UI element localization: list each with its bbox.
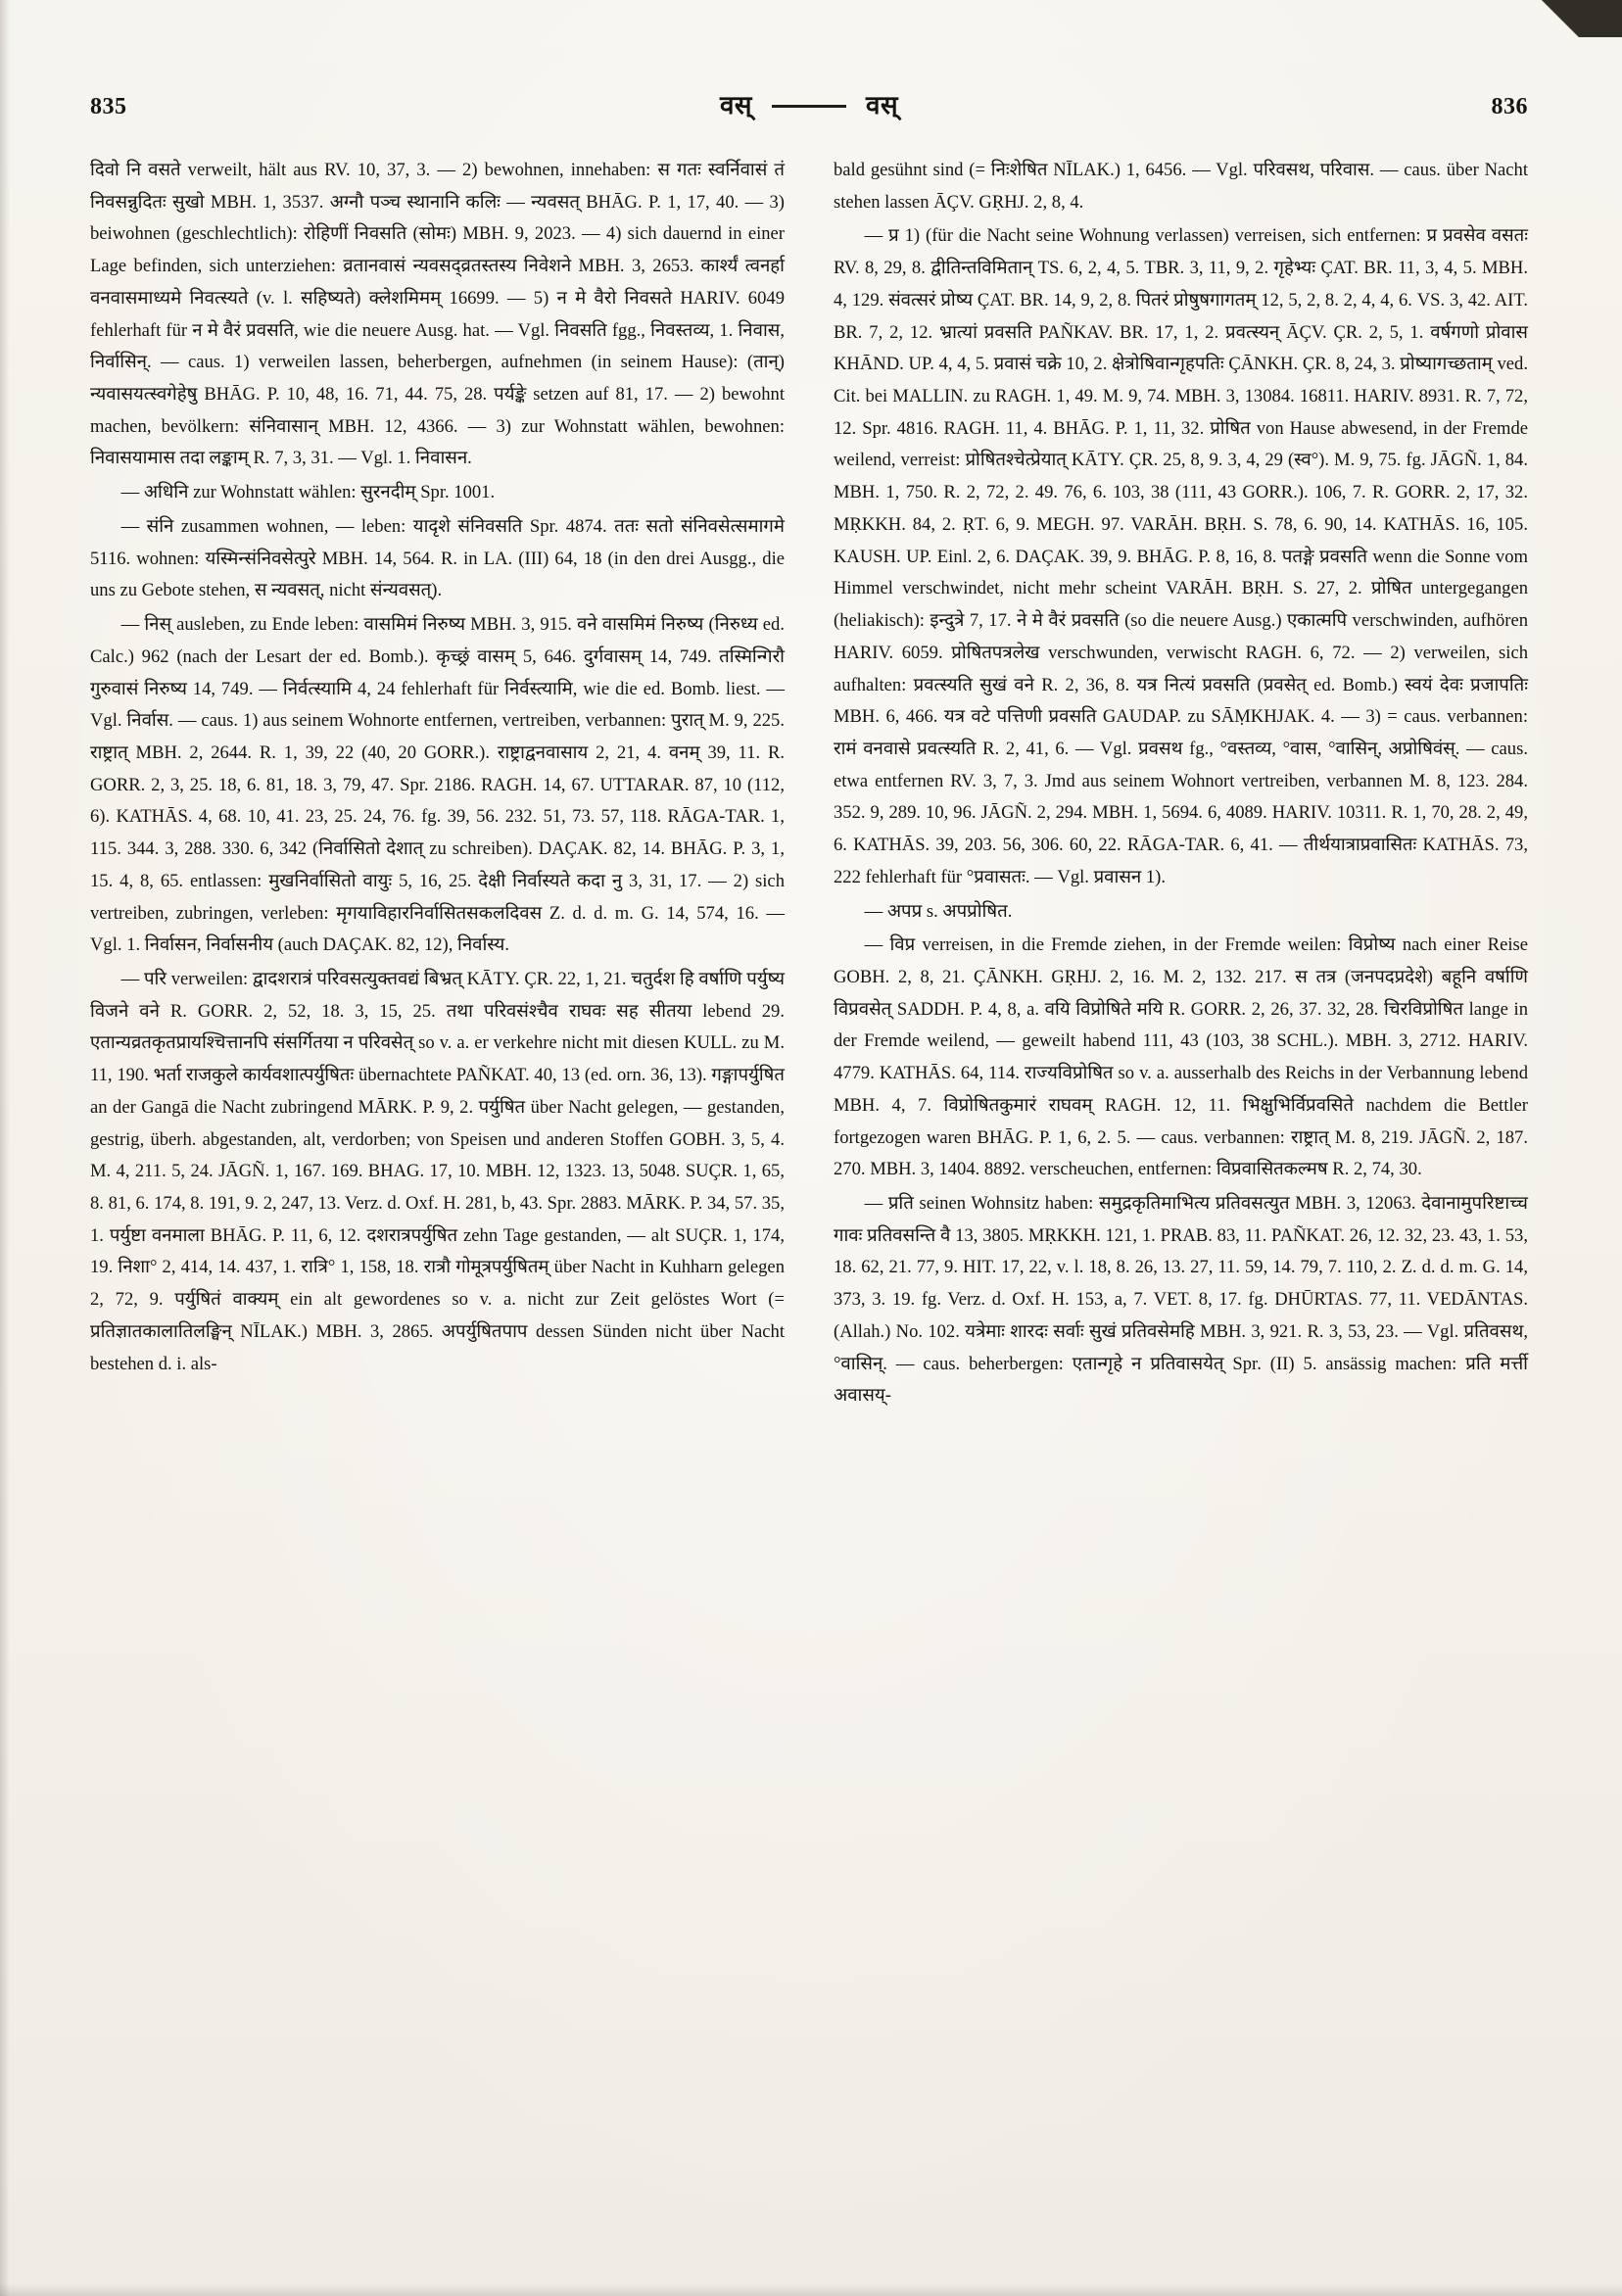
entry-paragraph: दिवो नि वसते verweilt, hält aus RV. 10, 37, 3. — 2) bewohnen, innehaben: स गतः स्वर्निवासं तं निवसन्नुदितः सुखो MBH. 1, 3537. अग्नौ पञ्च स्थानानि कलिः — न्यवसत् BHĀG. P. 1, 17, 40. — 3) beiwohnen (geschlechtlich): रोहिणीं निवसति (सोमः) MBH. 9, 2023. — 4) sich dauernd in einer Lage befinden, sich unterziehen: व्रतानवासं न्यवसद्व्रतस्तस्य निवेशने MBH. 3, 2653. कार्श्यं त्वनर्हा वनवासमाध्यमे निवत्स्यते (v. l. सहिष्यते) क्लेशमिमम् 16699. — 5) न मे वैरो निवसते HARIV. 6049 fehlerhaft für न मे वैरं प्रवसति, wie die neuere Ausg. hat. — Vgl. निवसति fgg., निवस्तव्य, 1. निवास, निर्वासिन्. — caus. 1) verweilen lassen, beherbergen, aufnehmen (in seinem Hause): (तान्) न्यवासयत्स्वगेहेषु BHĀG. P. 10, 48, 16. 71, 44. 75, 28. पर्यङ्के setzen auf 81, 17. — 2) bewohnt machen, bevölkern: संनिवासान् MBH. 12, 4366. — 3) zur Wohnstatt wählen, bewohnen: निवासयामास तदा लङ्काम् R. 7, 3, 31. — Vgl. 1. निवासन. — [90, 160, 785, 469]
entry-paragraph: — विप्र verreisen, in die Fremde ziehen, in der Fremde weilen: विप्रोष्य nach einer Reise GOBH. 2, 8, 21. ÇĀNKH. GṚHJ. 2, 16. M. 2, 132. 217. स तत्र (जनपदप्रदेशे) बहूनि वर्षाणि विप्रवसेत् SADDH. P. 4, 8, a. वयि विप्रोषिते मयि R. GORR. 2, 26, 37. 32, 28. चिरविप्रोषित lange in der Fremde weilend, — geweilt habend 111, 43 (103, 38 SCHL.). MBH. 3, 2712. HARIV. 4779. KATHĀS. 64, 114. राज्यविप्रोषित so v. a. ausserhalb des Reichs in der Verbannung lebend MBH. 4, 7. विप्रोषितकुमारं राघवम् RAGH. 12, 11. भिक्षुभिर्विप्रवसिते nachdem die Bettler fortgezogen waren BHĀG. P. 1, 6, 2. 5. — caus. verbannen: राष्ट्रात् M. 8, 219. JĀGÑ. 2, 187. 270. MBH. 3, 1404. 8892. verscheuchen, entfernen: विप्रवासितकल्मष R. 2, 74, 30. — [834, 934, 1528, 1180]
entry-paragraph: — अधिनि zur Wohnstatt wählen: सुरनदीम् Spr. 1001. — [120, 482, 496, 503]
headword-left: वस् — [719, 91, 752, 120]
text-columns — [90, 155, 1528, 1414]
entry-paragraph: — प्रति seinen Wohnsitz haben: समुद्रकृतिमाभित्य प्रतिवसत्युत MBH. 3, 12063. देवानामुपरिष्टाच्च गावः प्रतिवसन्ति वै 13, 3805. MṚKKH. 121, 1. PRAB. 83, 11. PAÑKAT. 26, 12. 32, 23. 43, 1. 53, 18. 62, 21. 77, 9. HIT. 17, 22, v. l. 18, 8. 26, 13. 27, 11. 59, 14. 79, 7. 110, 2. Z. d. d. m. G. 14, 373, 3. 19. fg. Verz. d. Oxf. H. 153, a, 7. VET. 8, 17. fg. DHŪRTAS. 77, 11. VEDĀNTAS. (Allah.) No. 102. यत्रेमाः शारदः सर्वाः सुखं प्रतिवसेमहि MBH. 3, 921. R. 3, 53, 23. — Vgl. प्रतिवसथ, °वासिन्. — caus. beherbergen: एतान्गृहे न प्रतिवासयेत् Spr. (II) 5. ansässig machen: प्रति मर्त्ती अवासय्- — [834, 1193, 1528, 1407]
entry-paragraph: — संनि zusammen wohnen, — leben: यादृशे संनिवसति Spr. 4874. ततः सतो संनिवसेत्समागमे 5116. wohnen: यस्मिन्संनिवसेत्पुरे MBH. 14, 564. R. in LA. (III) 64, 18 (in den drei Ausgg., die uns zu Gebote stehen, स न्यवसत्, nicht संन्यवसत्). — [90, 515, 785, 601]
headword-divider-rule — [772, 105, 846, 108]
entry-paragraph: — परि verweilen: द्वादशरात्रं परिवसत्युक्तवद्यं बिभ्रत् KĀTY. ÇR. 22, 1, 21. चतुर्दश हि वर्षाणि पर्युष्य विजने वने R. GORR. 2, 52, 18. 3, 15, 25. तथा परिवसंश्चैव राघवः सह सीतया lebend 29. एतान्यव्रतकृतप्रायश्चित्तानपि संसर्गितया न परिवसेत् so v. a. er verkehre nicht mit diesen KULL. zu M. 11, 190. भर्ता राजकुले कार्यवशात्पर्युषितः übernachtete PAÑKAT. 40, 13 (ed. orn. 36, 13). गङ्गापर्युषित an der Gangā die Nacht zubringend MĀRK. P. 9, 2. पर्युषित über Nacht gelegen, — gestanden, gestrig, überh. abgestanden, alt, verdorben; von Speisen und anderen Stoffen GOBH. 3, 5, 4. M. 4, 211. 5, 24. JĀGÑ. 1, 167. 169. BHAG. 17, 10. MBH. 12, 1323. 13, 5048. SUÇR. 1, 65, 8. 81, 6. 174, 8. 191, 9. 2, 247, 13. Verz. d. Oxf. H. 281, b, 43. Spr. 2883. MĀRK. P. 34, 57. 35, 1. पर्युष्टा वनमाला BHĀG. P. 11, 6, 12. दशरात्रपर्युषित zehn Tage gestanden, — alt SUÇR. 1, 174, 19. निशा° 2, 414, 14. 437, 1. रात्रि° 1, 158, 18. रात्रौ गोमूत्रपर्युषितम् über Nacht in Kuhharn gelegen 2, 72, 9. पर्युषितं वाक्यम् ein alt gewordenes so v. a. nicht zur Zeit gelöstes Wort (= प्रतिज्ञातकालातिलङ्घिन् NĪLAK.) MBH. 3, 2865. अपर्युषितपाप dessen Sünden nicht über Nacht bestehen d. i. als- — [90, 968, 785, 1374]
entry-paragraph: — प्र 1) (für die Nacht seine Wohnung verlassen) verreisen, sich entfernen: प्र प्रवसेव वसतः RV. 8, 29, 8. द्वीतिन्तविमितान् TS. 6, 2, 4, 5. TBR. 3, 11, 9, 2. गृहेभ्यः ÇAT. BR. 11, 3, 4, 5. MBH. 4, 129. संवत्सरं प्रोष्य ÇAT. BR. 14, 9, 2, 8. पितरं प्रोषुषगागतम् 12, 5, 2, 8. 2, 4, 4, 6. VS. 3, 42. AIT. BR. 7, 2, 12. भ्रात्यां प्रवसति PAÑKAV. BR. 17, 1, 2. प्रवत्स्यन् ĀÇV. ÇR. 2, 5, 1. वर्षगणो प्रोवास KHĀND. UP. 4, 4, 5. प्रवासं चक्रे 10, 2. क्षेत्रोषिवान्गृहपतिः ÇĀNKH. ÇR. 8, 24, 3. प्रोष्यागच्छताम् ved. Cit. bei MALLIN. zu RAGH. 1, 49. M. 9, 74. MBH. 3, 13084. 16811. HARIV. 8931. R. 7, 72, 12. Spr. 4816. RAGH. 11, 4. BHĀG. P. 1, 11, 32. प्रोषित von Hause abwesend, in der Fremde weilend, verreist: प्रोषितश्चेत्प्रेयात् KĀTY. ÇR. 25, 8, 9. 3, 4, 29 (स्व°). M. 9, 75. fg. JĀGÑ. 1, 84. MBH. 1, 750. R. 2, 72, 2. 49. 76, 6. 103, 38 (111, 43 GORR.). 106, 7. R. GORR. 2, 17, 32. MṚKKH. 84, 2. ṚT. 6, 9. MEGH. 97. VARĀH. BṚH. S. 78, 6. 90, 14. KATHĀS. 16, 105. KAUSH. UP. Einl. 2, 6. DAÇAK. 39, 9. BHĀG. P. 8, 16, 8. पतङ्गे प्रवसति wenn die Sonne vom Himmel verschwindet, nicht mehr scheint VARĀH. BṚH. S. 27, 2. प्रोषित untergegangen (heliakisch): इन्दुत्रे 7, 17. ने मे वैरं प्रवसति (so die neuere Ausg.) एकात्मपि verschwinden, aufhören HARIV. 6059. प्रोषितपत्रलेख verschwunden, verwischt RAGH. 6, 72. — 2) verweilen, sich aufhalten: प्रवत्स्यति सुखं वने R. 2, 36, 8. यत्र नित्यं प्रवसति (प्रवसेत् ed. Bomb.) स्वयं देवः प्रजापतिः MBH. 6, 466. यत्र वटे पत्तिणी प्रवसति GAUDAP. zu SĀṂKHJAK. 4. — 3) = caus. verbannen: रामं वनवासे प्रवत्स्यति R. 2, 41, 6. — Vgl. प्रवसथ fg., °वस्तव्य, °वास, °वासिन्, अप्रोषिवंस्. — caus. etwa entfernen RV. 3, 7, 3. Jmd aus seinem Wohnort vertreiben, verbannen M. 8, 123. 284. 352. 9, 289. 10, 96. JĀGÑ. 2, 294. MBH. 1, 5694. 6, 4089. HARIV. 10311. R. 1, 70, 28. 2, 49, 6. KATHĀS. 39, 203. 56, 306. 60, 22. RĀGA-TAR. 6, 41. — तीर्थयात्राप्रवासितः KATHĀS. 73, 222 fehlerhaft für °प्रवासतः. — Vgl. प्रवासन 1). — [834, 225, 1528, 887]
entry-paragraph: — अपप्र s. अपप्रोषित. — [864, 900, 1013, 922]
entry-paragraph: — निस् ausleben, zu Ende leben: वासमिमं निरुष्य MBH. 3, 915. वने वासमिमं निरुष्य (निरुध्य ed. Calc.) 962 (nach der Lesart der ed. Bomb.). कृच्छ्रं वासम् 5, 646. दुर्गवासम् 14, 749. तस्मिन्गिरौ गुरुवासं निरुष्य 14, 749. — निर्वत्स्यामि 4, 24 fehlerhaft für निर्वस्त्यामि, wie die ed. Bomb. liest. — Vgl. निर्वास. — caus. 1) aus seinem Wohnorte entfernen, vertreiben, verbannen: पुरात् M. 9, 225. राष्ट्रात् MBH. 2, 2644. R. 1, 39, 22 (40, 20 GORR.). राष्ट्राद्वनवासाय 2, 21, 4. वनम् 39, 11. R. GORR. 2, 3, 25. 18, 6. 81, 18. 3, 79, 47. Spr. 2186. RAGH. 14, 67. UTTARAR. 87, 10 (112, 6). KATHĀS. 4, 68. 10, 41. 23, 25. 24, 76. fg. 39, 56. 232. 51, 73. 57, 118. RĀGA-TAR. 1, 115. 344. 3, 288. 330. 6, 342 (निर्वासितो देशात् zu schreiben). DAÇAK. 82, 14. BHĀG. P. 3, 1, 15. 4, 8, 65. entlassen: मुखनिर्वासितो वायुः 5, 16, 25. देक्षी निर्वास्यते कदा नु 3, 31, 17. — 2) sich vertreiben, zubringen, verleben: मृगयाविहारनिर्वासितसकलदिवस Z. d. d. m. G. 14, 574, 16. — Vgl. 1. निर्वासन, निर्वासनीय (auch DAÇAK. 82, 12), निर्वास्य. — [90, 614, 785, 956]
page-number-right: 836 — [1491, 94, 1528, 120]
right-column — [834, 155, 1528, 1414]
page-header — [90, 86, 1528, 121]
entry-paragraph: bald gesühnt sind (= निःशेषित NĪLAK.) 1, 6456. — Vgl. परिवसथ, परिवास. — caus. über Nacht stehen lassen ĀÇV. GṚHJ. 2, 8, 4. — [834, 160, 1528, 213]
page-number-left: 835 — [90, 94, 127, 120]
headword-right: वस् — [866, 91, 899, 120]
left-column — [90, 155, 785, 1414]
scan-edge-shadow-bottom — [0, 2284, 1622, 2296]
running-head — [720, 86, 898, 121]
